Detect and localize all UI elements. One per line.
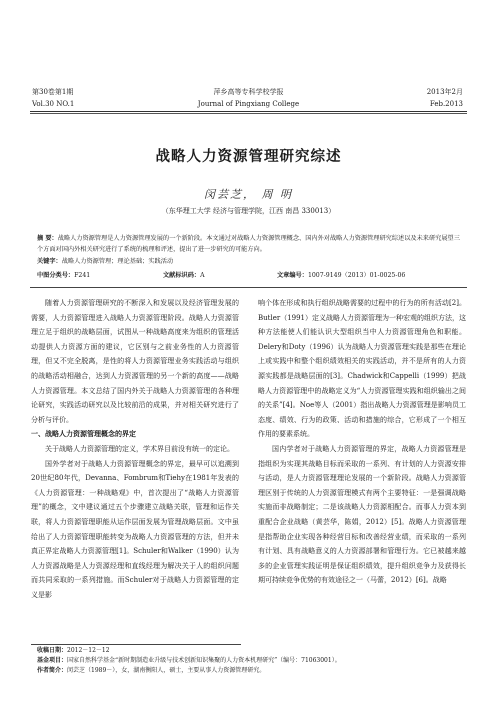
article-title: 战略人力资源管理研究综述 [155, 149, 342, 165]
body-right-column [258, 296, 466, 588]
body-paragraph: 国内学者对于战略人力资源管理的界定，战略人力资源管理是指组织为实现其战略目标而采取的一系列、有计划的人力资源安排与活动，是人力资源管理理论发展的一个新阶段。战略人力资源管理区别于传统的人力资源管理模式有两个主要特征：一是强调战略实施而非战略制定；二是该战略人力资源相配合。而事人力资本到重配合企业战略（黄芸华，陈娟，2012）[5]。战略人力资源管理是指帮助企业实现各种经营目标和改善经营业绩，而采取的一系列有计划、具有战略意义的人力资源部署和管理行为。它已被越来越多的企业管理实践证明是保证组织绩效，提升组织竞争力及获得长期可持续竞争优势的有效途径之一（马蕾，2012）[6]。战略 [258, 444, 466, 585]
clc-value: F241 [74, 272, 91, 279]
body-paragraph: 关于战略人力资源管理的定义，学术界目前没有统一的定论。 [45, 444, 234, 453]
fund-text: 国家自然科学基金“新时期制造业升级与技术创新知识集聚的人力资本机理研究”（编号：71063001）。 [67, 657, 341, 664]
abstract-label: 摘 要： [37, 235, 58, 242]
received-date: 2012－12－12 [67, 647, 110, 654]
abstract-text: 战略人力资源管理是人力资源管理发展的一个新阶段。本文通过对战略人力资源管理概念、国内外对战略人力资源管理研究综述以及未来研究展望三个方面对国内外相关研究进行了系统的梳理和评述，提出了进一步研究的可能方向。 [37, 235, 460, 253]
article-affiliation: （东华理工大学 经济与管理学院，江西 南昌 330013） [161, 207, 336, 215]
body-paragraph: 响个体在形成和执行组织战略需要的过程中的行为的所有活动[2]。Butler（1991）定义战略人力资源管理为一种宏观的组织方法，这种方法能使人们能认识大型组织当中人力资源管理角色和职能。Delery和Doty（1996）认为战略人力资源管理实践是那些在理论上或实践中和整个组织绩效相关的实践活动，并不是所有的人力资源实践都是战略层面的[3]。Chadwick和Cappelli（1999）把战略人力资源管理中的战略定义为“人力资源管理实践和组织输出之间的关系”[4]。Noe等人（2001）指出战略人力资源管理是影响员工态度、绩效、行为的政策、活动和措施的综合，它形成了一个相互作用的要素系统。 [258, 299, 467, 439]
clc-code [37, 270, 90, 279]
doc-value: A [200, 272, 205, 279]
received-label: 收稿日期： [37, 647, 68, 654]
section-rule [30, 287, 467, 288]
header-volume-en: Vol.30 NO.1 [32, 100, 75, 108]
id-label: 文章编号： [277, 272, 308, 279]
abstract [37, 234, 461, 255]
intro-paragraph: 随着人力资源管理研究的不断深入和发展以及经济管理发展的需要，人力资源管理进入战略人力资源管理阶段。战略人力资源管理立足于组织的战略层面，试图从一种战略高度来为组织的管理活动提供人力资源方面的建议，它区别与之前业务性的人力资源管理，但又不完全脱离，是性的将人力资源管理业务实践活动与组织的战略活动相融合，达到人力资源管理的另一个新的高度——战略人力资源管理。本文总结了国内外关于战略人力资源管理的各种理论研究，实践活动研究以及比较前沿的成果，并对相关研究进行了分析与评价。 [31, 299, 239, 424]
clc-label: 中图分类号： [37, 272, 75, 279]
keywords-text: 战略人力资源管理；理论基础；实践活动 [61, 258, 174, 265]
document-code [163, 270, 205, 279]
id-value: 1007-9149（2013）01-0025-06 [307, 272, 406, 279]
header-rule-thin [30, 113, 467, 114]
header-journal [0, 86, 497, 110]
footnote-rule [31, 644, 241, 645]
footnote-fund [37, 656, 467, 666]
header-date [427, 86, 463, 110]
header-date-en: Feb.2013 [429, 100, 463, 108]
footnote-received [37, 646, 467, 656]
footnote-author [37, 666, 467, 676]
keywords-label: 关键字： [37, 258, 62, 265]
author-bio-text: 闵芸芝（1989－），女，湖南衡阳人，硕士，主要从事人力资源管理研究。 [67, 667, 266, 674]
doc-label: 文献标识码： [163, 272, 201, 279]
section-heading: 一、战略人力资源管理概念的界定 [31, 430, 136, 439]
fund-label: 基金项目： [37, 657, 68, 664]
body-left-column [31, 296, 239, 602]
header-rule [30, 111, 467, 112]
header-journal-en: Journal of Pingxiang College [197, 100, 300, 108]
header-volume-cn: 第30卷第1期 [32, 88, 74, 96]
author-bio-label: 作者简介： [37, 667, 68, 674]
article-authors: 闵芸芝， 周 明 [204, 188, 293, 201]
article-id [277, 270, 405, 279]
header-date-cn: 2013年2月 [426, 88, 463, 96]
keywords [37, 257, 461, 268]
body-paragraph: 国外学者对于战略人力资源管理概念的界定，最早可以追溯到20世纪80年代，Devanna、Fombrum和Tiehy在1981年发表的《人力资源管理：一种战略观》中，首次提出了“战略人力资源管理”的概念，文中建议通过五个步骤建立战略关联，管理和运作关联，将人力资源管理职能从运作层面发展为管理战略层面。文中虽给出了人力资源管理职能转变为战略人力资源管理的方法，但并未真正界定战略人力资源管理[1]。Schuler和Walker（1990）认为人力资源战略是人力资源经理和直线经理为解决关于人的组织问题而共同采取的一系列措施。而Schuler对于战略人力资源管理的定义是影 [31, 459, 239, 599]
header-journal-cn: 萍乡高等专科学校学报 [213, 88, 284, 96]
